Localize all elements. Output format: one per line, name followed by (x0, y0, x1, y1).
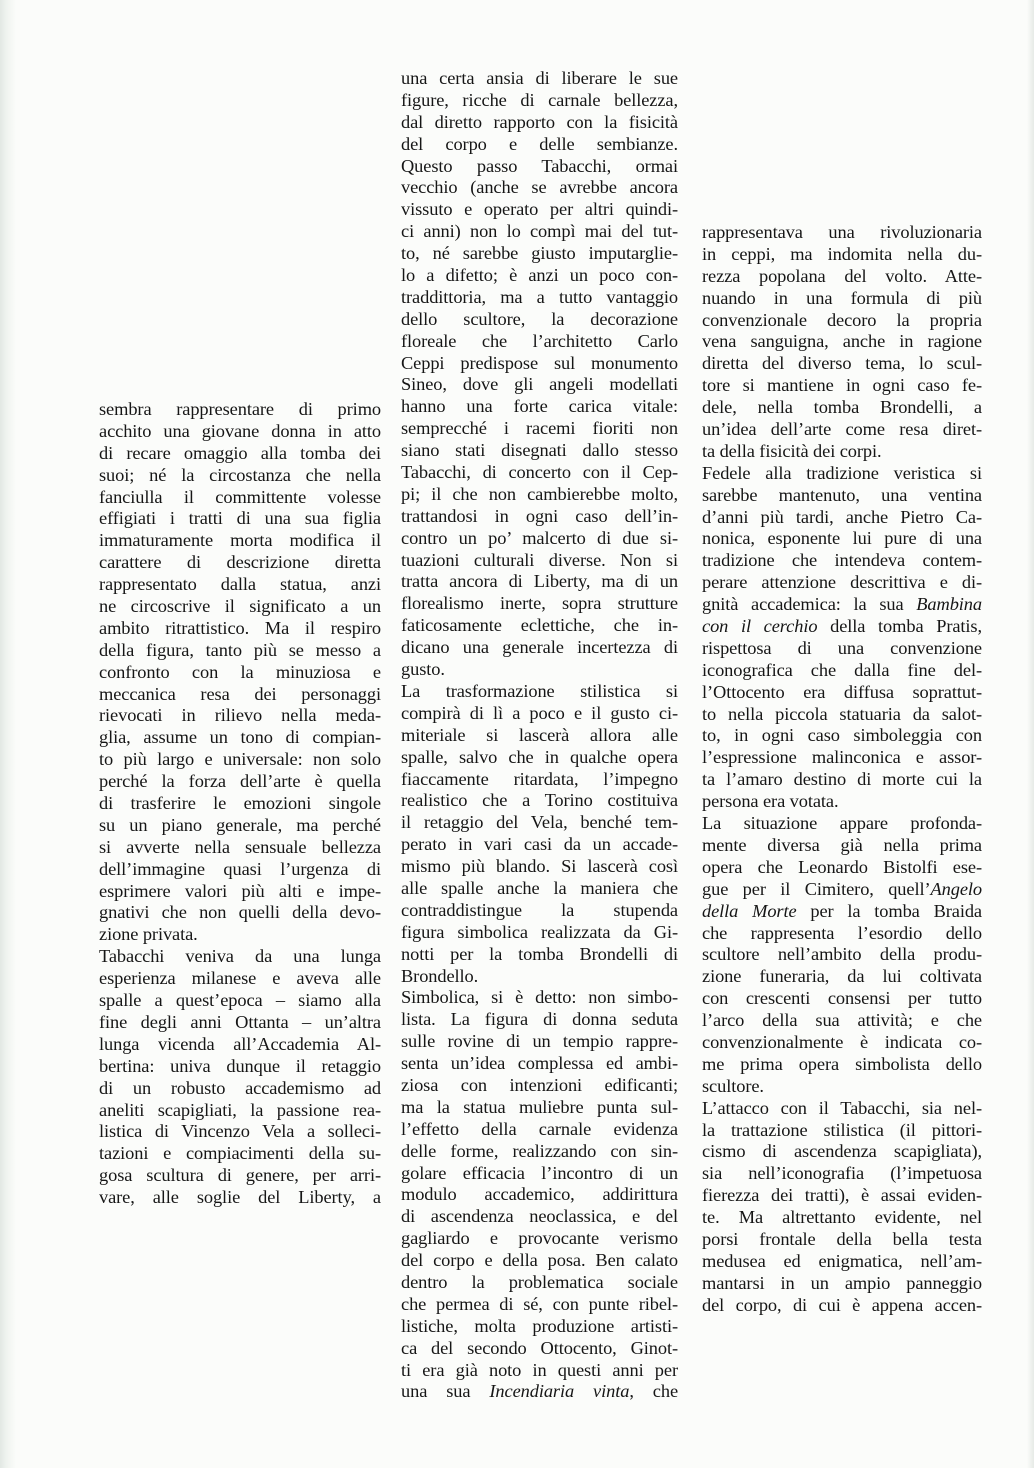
text-line: su un piano generale, ma perché (99, 814, 381, 835)
text-line: con crescenti consensi per tutto (702, 988, 982, 1009)
text-line: trattandosi in ogni caso dell’in- (401, 505, 678, 526)
text-line: me prima opera simbolista dello (702, 1053, 982, 1074)
text-line: bertina: univa dunque il retaggio (99, 1055, 381, 1076)
text-line: L’attacco con il Tabacchi, sia nel- (702, 1097, 982, 1118)
text-line: tradizione che intendeva contem- (702, 550, 982, 571)
text-column-middle (401, 68, 678, 1403)
text-line: porsi frontale della bella testa (702, 1228, 982, 1249)
text-line: opera che Leonardo Bistolfi ese- (702, 856, 982, 877)
text-line: fiaccamente ritardata, l’impegno (401, 768, 678, 789)
text-line: carattere di descrizione diretta (99, 552, 381, 573)
text-line: nonica, esponente lui pure di una (702, 528, 982, 549)
text-line: tuazioni culturali diverse. Non si (401, 549, 678, 570)
text-line: meccanica resa dei personaggi (99, 683, 381, 704)
text-line: di ascendenza neoclassica, e del (401, 1206, 678, 1227)
text-line: contraddistingue la stupenda (401, 899, 678, 920)
text-line: siano stati disegnati dallo stesso (401, 440, 678, 461)
text-line: Fedele alla tradizione veristica si (702, 462, 982, 483)
text-line: gue per il Cimitero, quell’Angelo (702, 878, 982, 899)
text-line: fine degli anni Ottanta – un’altra (99, 1011, 381, 1032)
text-line: perare attenzione descrittiva e di- (702, 572, 982, 593)
text-line: che rappresenta l’esordio dello (702, 922, 982, 943)
text-line: gusto. (401, 659, 445, 680)
text-line: zione privata. (99, 924, 198, 945)
text-line: aneliti scapigliati, la passione rea- (99, 1099, 381, 1120)
text-line: sia nell’iconografia (l’impetuosa (702, 1163, 982, 1184)
text-line: to nella piccola statuaria da salot- (702, 703, 982, 724)
text-line: della figura, tanto più se messo a (99, 639, 381, 660)
text-line: l’Ottocento era diffusa soprattut- (702, 681, 982, 702)
text-line: Sineo, dove gli angeli modellati (401, 374, 678, 395)
text-line: tazioni e compiacimenti della su- (99, 1143, 381, 1164)
text-line: della Morte per la tomba Braida (702, 900, 982, 921)
text-line: confronto con la minuziosa e (99, 661, 381, 682)
text-line: gagliardo e provocante verismo (401, 1228, 678, 1249)
text-line: sembra rappresentare di primo (99, 399, 381, 419)
text-line: floreale che l’architetto Carlo (401, 330, 678, 351)
text-line: figure, ricche di carnale bellezza, (401, 89, 678, 110)
text-line: dentro la problematica sociale (401, 1271, 678, 1292)
text-line: ta l’amaro destino di morte cui la (702, 769, 982, 790)
text-line: vissuto e operato per altri quindi- (401, 199, 678, 220)
text-line: effigiati i tratti di una sua figlia (99, 508, 381, 529)
text-line: tratta ancora di Liberty, ma di un (401, 571, 678, 592)
text-line: fanciulla il committente volesse (99, 486, 381, 507)
text-line: di un robusto accademismo ad (99, 1077, 381, 1098)
text-line: una certa ansia di liberare le sue (401, 68, 678, 88)
text-line: ambito ritrattistico. Ma il respiro (99, 617, 381, 638)
text-line: mismo più blando. Si lascerà così (401, 856, 678, 877)
text-line: del corpo e delle sembianze. (401, 133, 678, 154)
text-line: che permea di sé, con punte ribel- (401, 1293, 678, 1314)
text-line: diretta del diverso tema, lo scul- (702, 353, 982, 374)
text-line: miteriale si lascerà allora alle (401, 724, 678, 745)
text-line: il retaggio del Vela, benché tem- (401, 812, 678, 833)
text-line: La trasformazione stilistica si (401, 680, 678, 701)
text-line: con il cerchio della tomba Pratis, (702, 616, 982, 637)
text-line: ta della fisicità dei corpi. (702, 440, 882, 461)
text-line: gnità accademica: la sua Bambina (702, 594, 982, 615)
text-line: rezza popolana del volto. Atte- (702, 265, 982, 286)
text-line: semprecché i racemi fioriti non (401, 418, 678, 439)
text-line: listica di Vincenzo Vela a solleci- (99, 1121, 381, 1142)
text-line: ne circoscrive il significato a un (99, 596, 381, 617)
text-line: rappresentato dalla statua, anzi (99, 574, 381, 595)
text-line: spalle, salvo che in qualche opera (401, 746, 678, 767)
text-line: ti era già noto in questi anni per (401, 1359, 678, 1380)
text-line: d’anni più tardi, anche Pietro Ca- (702, 506, 982, 527)
text-line: convenzionale decoro la propria (702, 309, 982, 330)
text-line: Questo passo Tabacchi, ormai (401, 155, 678, 176)
text-line: scultore. (702, 1075, 764, 1096)
text-line: acchito una giovane donna in atto (99, 420, 381, 441)
text-line: faticosamente eclettiche, che in- (401, 615, 678, 636)
text-line: te. Ma altrettanto evidente, nel (702, 1207, 982, 1228)
text-line: tore si mantiene in ogni caso fe- (702, 375, 982, 396)
text-line: figura simbolica realizzata da Gi- (401, 921, 678, 942)
text-line: mente diversa già nella prima (702, 834, 982, 855)
scan-edge-right (1027, 0, 1034, 1468)
text-line: iconografica che dalla fine del- (702, 659, 982, 680)
text-line: dal diretto rapporto con la fisicità (401, 111, 678, 132)
text-line: di trasferire le emozioni singole (99, 793, 381, 814)
text-line: glia, assume un tono di compian- (99, 727, 381, 748)
text-line: contro un po’ malcerto di due si- (401, 527, 678, 548)
text-line: golare efficacia l’incontro di un (401, 1162, 678, 1183)
text-line: esperienza milanese e aveva alle (99, 968, 381, 989)
text-line: Tabacchi veniva da una lunga (99, 946, 381, 967)
text-line: suoi; né la circostanza che nella (99, 464, 381, 485)
text-line: rappresentava una rivoluzionaria (702, 222, 982, 242)
text-line: Ceppi predispose sul monumento (401, 352, 678, 373)
text-line: perché la forza dell’arte è quella (99, 771, 381, 792)
text-line: l’espressione malinconica e assor- (702, 747, 982, 768)
text-line: rispettosa di una convenzione (702, 637, 982, 658)
text-line: esprimere valori più alti e impe- (99, 880, 381, 901)
text-line: l’arco della sua attività; e che (702, 1010, 982, 1031)
text-line: zione funeraria, da lui coltivata (702, 966, 982, 987)
text-line: to più largo e universale: non solo (99, 749, 381, 770)
text-line: ci anni) non lo compì mai del tut- (401, 221, 678, 242)
text-line: spalle a quest’epoca – siamo alla (99, 990, 381, 1011)
text-line: ma la statua muliebre punta sul- (401, 1096, 678, 1117)
text-line: del corpo, di cui è appena accen- (702, 1294, 982, 1315)
text-line: sulle rovine di un tempio rappre- (401, 1031, 678, 1052)
text-line: in ceppi, ma indomita nella du- (702, 243, 982, 264)
text-line: Tabacchi, di concerto con il Cep- (401, 462, 678, 483)
text-line: nuando in una formula di più (702, 287, 982, 308)
text-line: persona era votata. (702, 791, 839, 812)
text-line: immaturamente morta modifica il (99, 530, 381, 551)
text-line: notti per la tomba Brondelli di (401, 943, 678, 964)
text-column-left (99, 399, 381, 1209)
text-line: dell’immagine quasi l’urgenza di (99, 858, 381, 879)
text-line: modulo accademico, addirittura (401, 1184, 678, 1205)
text-line: scultore nell’ambito della produ- (702, 944, 982, 965)
text-line: si avverte nella sensuale bellezza (99, 836, 381, 857)
text-line: rievocati in rilievo nella meda- (99, 705, 381, 726)
text-line: vecchio (anche se avrebbe ancora (401, 177, 678, 198)
text-line: Brondello. (401, 965, 479, 986)
text-line: vena sanguigna, anche in ragione (702, 331, 982, 352)
text-line: La situazione appare profonda- (702, 813, 982, 834)
text-line: to, in ogni caso simboleggia con (702, 725, 982, 746)
text-line: l’effetto della carnale evidenza (401, 1118, 678, 1139)
text-line: lista. La figura di donna seduta (401, 1009, 678, 1030)
text-line: dicano una generale incertezza di (401, 637, 678, 658)
text-line: traddittoria, ma a tutto vantaggio (401, 286, 678, 307)
text-line: dello scultore, la decorazione (401, 308, 678, 329)
text-line: ca del secondo Ottocento, Ginot- (401, 1337, 678, 1358)
text-column-right (702, 222, 982, 1317)
text-line: dele, nella tomba Brondelli, a (702, 397, 982, 418)
text-line: florealismo inerte, sopra strutture (401, 593, 678, 614)
text-line: listiche, molta produzione artisti- (401, 1315, 678, 1336)
text-line: fierezza dei tratti), è assai eviden- (702, 1185, 982, 1206)
text-line: to, né sarebbe giusto imputarglie- (401, 243, 678, 264)
text-line: compirà di lì a poco e il gusto ci- (401, 702, 678, 723)
text-line: hanno una forte carica vitale: (401, 396, 678, 417)
text-line: perato in vari casi da un accade- (401, 834, 678, 855)
text-line: pi; il che non cambierebbe molto, (401, 483, 678, 504)
text-line: medusea ed enigmatica, nell’am- (702, 1250, 982, 1271)
text-line: convenzionalmente è indicata co- (702, 1031, 982, 1052)
text-line: gosa scultura di genere, per arri- (99, 1165, 381, 1186)
scan-edge-left (0, 0, 16, 1468)
text-line: cismo di ascendenza scapigliata), (702, 1141, 982, 1162)
text-line: un’idea dell’arte come resa diret- (702, 419, 982, 440)
text-line: senta un’idea complessa ed ambi- (401, 1053, 678, 1074)
text-line: ziosa con intenzioni edificanti; (401, 1074, 678, 1095)
text-line: lunga vicenda all’Accademia Al- (99, 1033, 381, 1054)
text-line: di recare omaggio alla tomba dei (99, 442, 381, 463)
text-line: sarebbe mantenuto, una ventina (702, 484, 982, 505)
text-line: vare, alle soglie del Liberty, a (99, 1187, 381, 1208)
text-line: realistico che a Torino costituiva (401, 790, 678, 811)
text-line: lo a difetto; è anzi un poco con- (401, 265, 678, 286)
text-line: alle spalle anche la maniera che (401, 877, 678, 898)
text-line: del corpo e della posa. Ben calato (401, 1250, 678, 1271)
text-line: mantarsi in un ampio panneggio (702, 1272, 982, 1293)
text-line: gnativi che non quelli della devo- (99, 902, 381, 923)
text-line: la trattazione stilistica (il pittori- (702, 1119, 982, 1140)
text-line: delle forme, realizzando con sin- (401, 1140, 678, 1161)
text-line: una sua Incendiaria vinta, che (401, 1381, 678, 1402)
text-line: Simbolica, si è detto: non simbo- (401, 987, 678, 1008)
